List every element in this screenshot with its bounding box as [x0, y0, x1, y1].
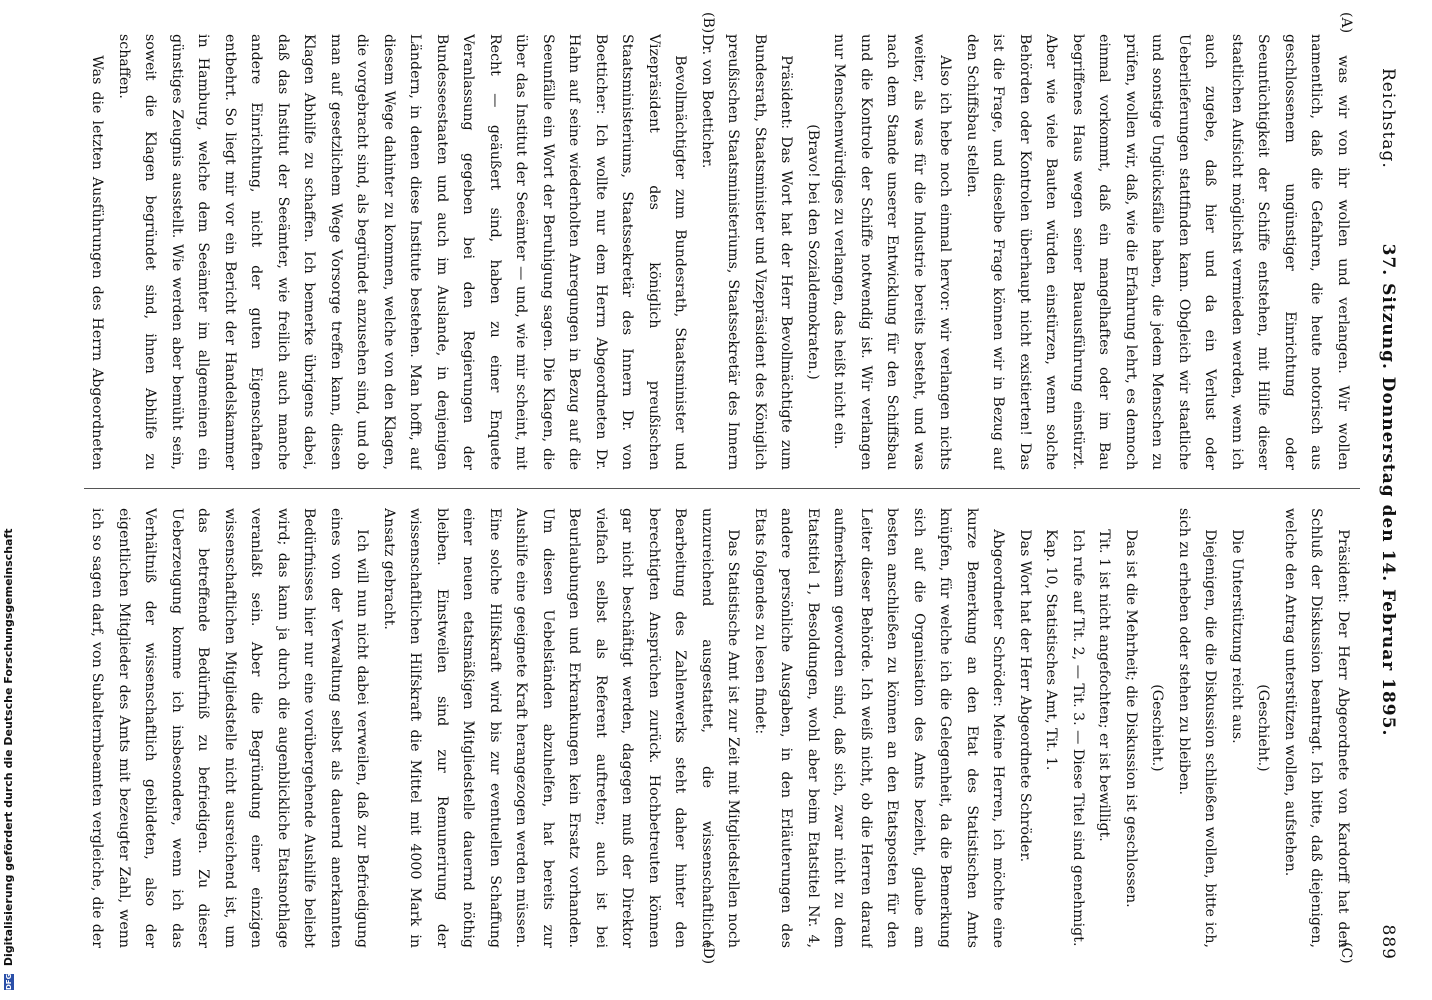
header-left: Reichstag. — [1378, 68, 1398, 169]
dfg-logo: DFG — [5, 973, 13, 990]
paragraph: Was die letzten Ausführungen des Herrn Abgeordneten — [89, 55, 106, 470]
page-header — [1364, 10, 1412, 970]
paragraph: Die Unterstützung reicht aus. — [1229, 529, 1245, 744]
column-divider — [84, 488, 1360, 489]
margin-mark-c: (C) — [1338, 942, 1354, 964]
margin-mark-d: (D) — [700, 942, 716, 965]
paragraph: Ich rufe auf Tit. 2, — Tit. 3. — Diese Titel sind genehmigt. — [1070, 529, 1086, 947]
footer-text-line — [2, 0, 18, 990]
paragraph: Tit. 1 ist nicht angefochten; er ist bewilligt. — [1096, 529, 1113, 842]
paragraph: Ich will nun nicht dabei verweilen, daß zur Befriedigung eines von der Verwaltung selbst als dauernd anerkannten Bedürfnisses hier nur eine vorübergehende Aushilfe beliebt wird; das kann ja durch die augenblickliche Etatsnothlage veranlaßt sein. Aber die Begründung einer einzigen wissenschaftlichen Mitgliedstelle nicht ausreichend ist, um das betreffende Bedürfniß zu befriedigen. Zu dieser Ueberzeugung komme ich insbesondere, wenn ich das Verhältniß der wissenschaftlich gebildeten, also der eigentlichen Mitglieder des Amts mit bezeugter Zahl, wenn ich so sagen darf, von Subalternbeamten vergleiche, die der — [89, 508, 371, 948]
digitization-footer — [0, 0, 20, 1000]
paragraph: Bevollmächtigter zum Bundesrath, Staatsminister und Vizepräsident des königlich preußischen Staatsministeriums, Staatssekretär des Innern Dr. von Boetticher: Ich wollte nur dem Herrn Abgeordneten Dr. Hahn auf seine wiederholten Anregungen in Bezug auf die Seeunfälle ein Wort der Beruhigung sagen. Die Klagen, die über das Institut der Seeämter — und, wie mir scheint, mit Recht — geäußert sind, haben zu einer Enquete Veranlassung gegeben bei den Regierungen der Bundesseestaaten und auch im Auslande, in denjenigen Ländern, in denen diese Institute bestehen. Man hofft, auf diesem Wege dahinter zu kommen, welche von den Klagen, die vorgebracht sind, als begründet anzusehen sind, und ob man auf gesetzlichem Wege Vorsorge treffen kann, diesen Klagen Abhilfe zu schaffen. Ich bemerke übrigens dabei, daß das Institut der Seeämter, wie freilich auch manche andere Einrichtung, nicht der guten Eigenschaften entbehrt. So liegt mir vor ein Bericht der Handelskammer in Hamburg, welche dem Seeämter im allgemeinen ein günstiges Zeugnis ausstellt. Wie werden aber bemüht sein, soweit die Klagen begründet sind, ihnen Abhilfe zu schaffen. — [116, 34, 689, 470]
rotated-page — [72, 10, 1412, 970]
paragraph: Also ich hebe noch einmal hervor: wir verlangen nichts weiter, als was für die Industrie bereits besteht, und was nach dem Stande unserer Entwicklung für den Schiffsbau und die Kontrole der Schiffe notwendig ist. Wir verlangen nur Menschenwürdiges zu verlangen, das heißt nicht ein. — [831, 34, 954, 470]
paragraph: Abgeordneter Schröder: Meine Herren, ich möchte eine kurze Bemerkung an den Etat des Statistischen Amts knüpfen, für welche ich die Gelegenheit, da die Bemerkung sich auf die Organisation des Amts bezieht, glaube am besten anschließen zu können an den Etatsposten für den Leiter dieser Behörde. Ich weiß nicht, ob die Herren darauf aufmerksam geworden sind, daß sich, zwar nicht zu dem Etatstitel 1, Besoldungen, wohl aber beim Etatstitel Nr. 4, andere persönliche Ausgaben, in den Erläuterungen des Etats folgendes zu lesen findet: — [752, 508, 1007, 948]
paragraph: Präsident: Das Wort hat der Herr Bevollmächtigte zum Bundesrath, Staatsminister und Vizepräsident des Königlich preußischen Staatsministeriums, Staatssekretär des Innern Dr. von Boetticher. — [699, 34, 795, 470]
interjection: (Bravo! bei den Sozialdemokraten.) — [805, 124, 821, 380]
interjection: (Geschieht.) — [1149, 684, 1166, 772]
paragraph: Das Wort hat der Herr Abgeordnete Schröder. — [1017, 529, 1033, 863]
margin-mark-a: (A) — [1338, 12, 1354, 34]
paragraph: Präsident: Der Herr Abgeordnete von Kardorff hat den Schluß der Diskussion beantragt. Ich bitte, daß diejenigen, welche den Antrag unterstützen wollen, aufstehen. — [1282, 508, 1351, 948]
quoted-paragraph: Das Statistische Amt ist zur Zeit mit Mitgliedstellen noch unzureichend ausgestattet, die wissenschaftliche Bearbeitung des Zahlenwerks steht daher hinter den berechtigten Ansprüchen zurück. Hochbetreuten können gar nicht beschäftigt werden, dagegen muß der Direktor vielfach selbst als Referent auftreten; auch ist bei Beurlaubungen und Erkrankungen kein Ersatz vorhanden. Um diesen Uebelständen abzuhelfen, hat bereits zur Aushilfe eine geeignete Kraft herangezogen werden müssen. Eine solche Hilfskraft wird bis zur eventuellen Schaffung einer neuen etatsmäßigen Mitgliedstelle dauernd nöthig bleiben. Einstweilen sind zur Remunerirung der wissenschaftlichen Hilfskraft die Mittel mit 4000 Mark in Ansatz gebracht. — [381, 508, 742, 948]
paragraph: Kap. 10, Statistisches Amt, Tit. 1. — [1043, 529, 1060, 771]
paragraph: was wir von ihr wollen und verlangen. Wir wollen namentlich, daß die Gefahren, die heute notorisch aus geschlossenem ungünstiger Einrichtung oder Seeuntüchtigkeit der Schiffe entstehen, mit Hilfe dieser staatlichen Aufsicht möglichst vermieden werden, wenn ich auch zugebe, daß hier und da ein Verlust oder Ueberlieferungen stattfinden kann. Obgleich wir staatliche und sonstige Unglücksfälle haben, die jedem Menschen zu prüfen, wollen wir, daß, wie die Erfahrung lehrt, es dennoch einmal vorkommt, daß ein mangelhaftes oder im Bau begriffenes Haus wegen seiner Bauausführung einstürzt. Aber wie viele Bauten würden einstürzen, wenn solche Behörden oder Kontrolen überhaupt nicht existierten! Das ist die Frage, und dieselbe Frage können wir in Bezug auf den Schiffsbau stellen. — [964, 34, 1351, 470]
margin-mark-b: (B) — [700, 12, 716, 34]
right-column — [86, 508, 1356, 948]
paragraph: Diejenigen, die die Diskussion schließen wollen, bitte ich, sich zu erheben oder stehen zu bleiben. — [1176, 508, 1219, 948]
header-center: 37. Sitzung. Donnerstag den 14. Februar 1895. — [1378, 243, 1398, 737]
footer-text: Digitalisierung gefördert durch die Deutsche Forschungsgemeinschaft — [2, 528, 15, 967]
page-number: 889 — [1378, 924, 1398, 960]
paragraph: Das ist die Mehrheit; die Diskussion ist geschlossen. — [1123, 529, 1139, 908]
interjection: (Geschieht.) — [1255, 684, 1272, 772]
left-column — [86, 34, 1356, 470]
